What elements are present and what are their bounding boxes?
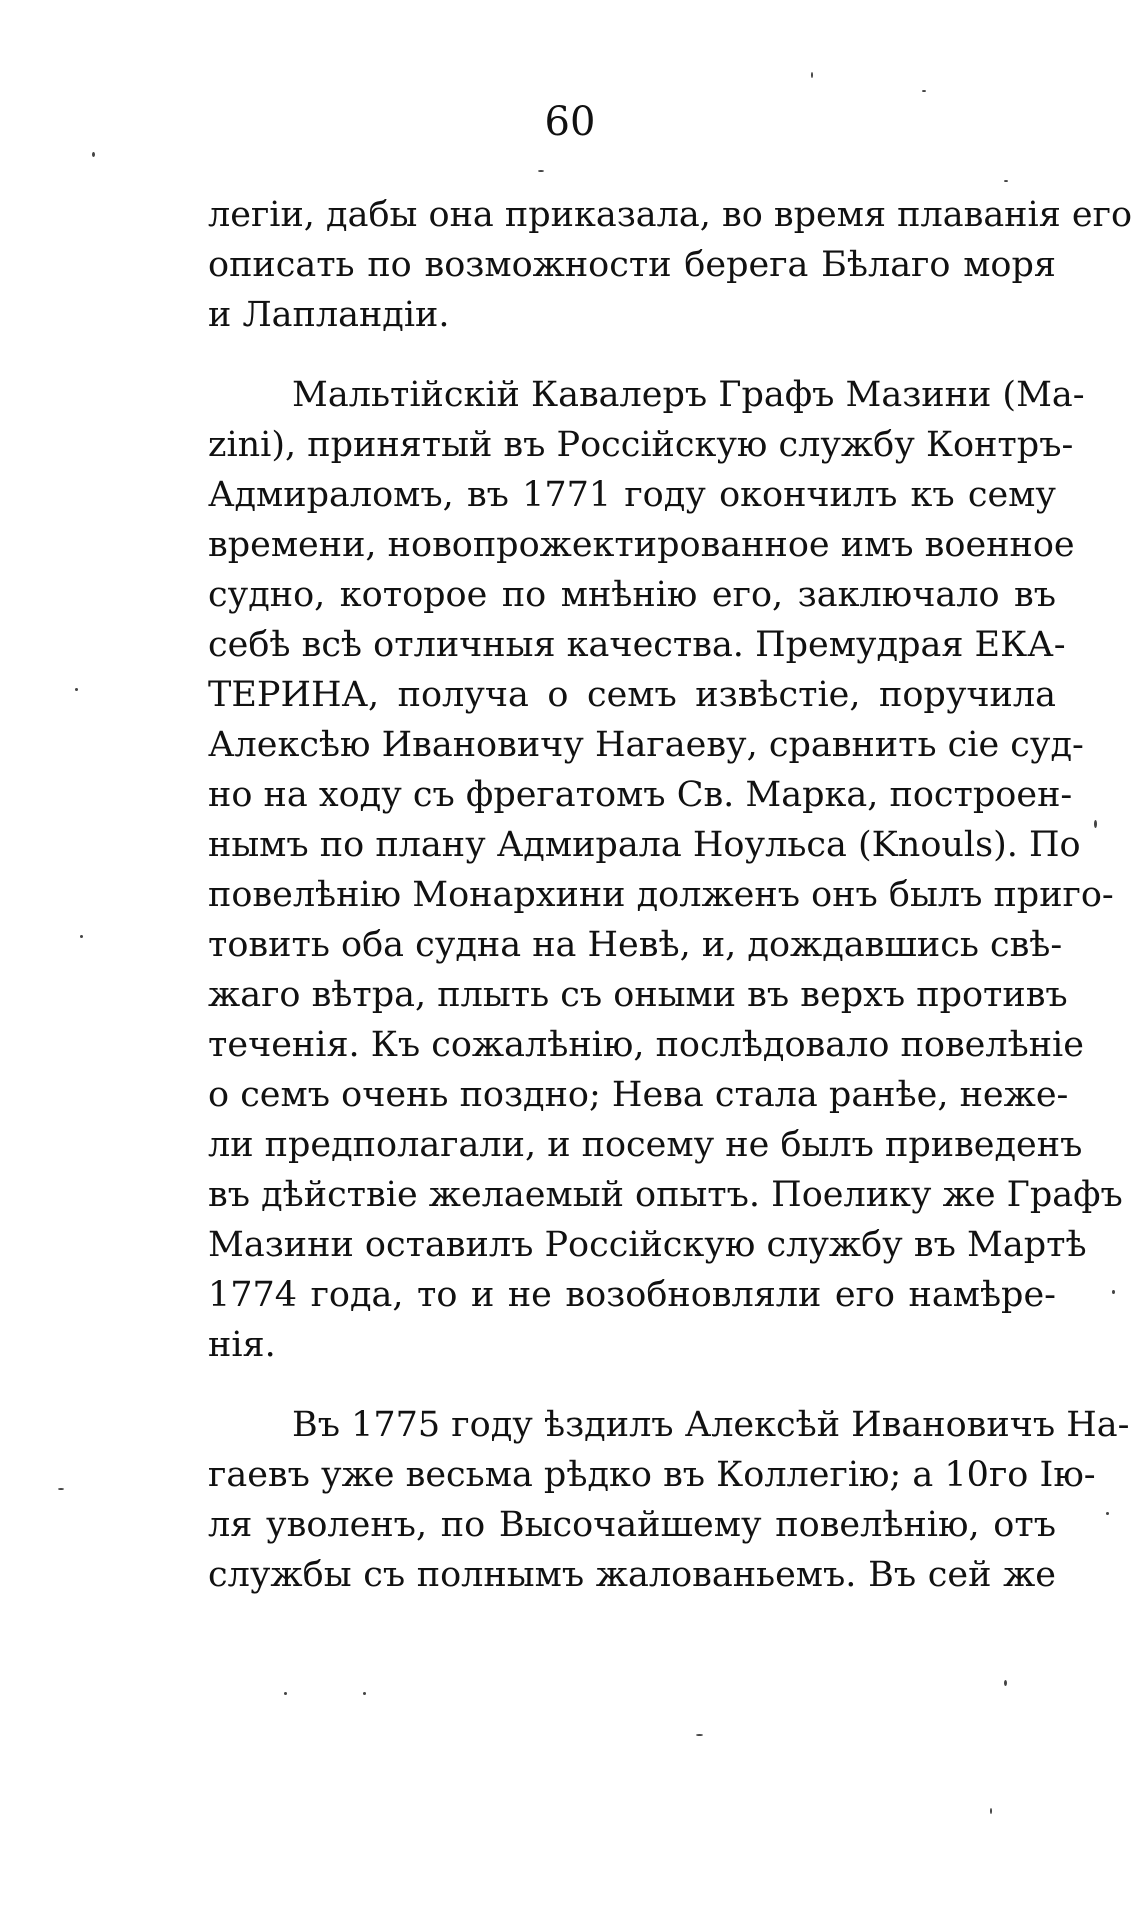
text-line: Въ 1775 году ѣздилъ Алексѣй Ивановичъ На-: [292, 1405, 1130, 1445]
text-line: нымъ по плану Адмирала Ноульса (Knouls). По: [208, 825, 1081, 865]
scan-speck: [1106, 1512, 1109, 1515]
paragraph-1: [208, 190, 1133, 340]
text-line: нія.: [208, 1325, 276, 1365]
text-line: Мазини оставилъ Россійскую службу въ Мартѣ: [208, 1225, 1087, 1265]
text-line: службы съ полнымъ жалованьемъ. Въ сей же: [208, 1555, 1056, 1595]
scan-speck: [58, 1488, 64, 1490]
scan-speck: [990, 1808, 992, 1814]
text-line: Алексѣю Ивановичу Нагаеву, сравнить сіе суд-: [208, 725, 1084, 765]
text-line: о семъ очень поздно; Нева стала ранѣе, нeже-: [208, 1075, 1069, 1115]
scan-speck: [696, 1734, 703, 1736]
text-line: повелѣнію Монархини долженъ онъ былъ приго-: [208, 875, 1114, 915]
text-line: въ дѣйствіе желаемый опытъ. Поелику же Графъ: [208, 1175, 1123, 1215]
page-number: 60: [544, 99, 596, 145]
text-line: и Лапландіи.: [208, 295, 450, 335]
scan-speck: [1094, 820, 1097, 828]
paragraph-3: [208, 1400, 1130, 1600]
scan-speck: [811, 72, 813, 78]
scan-speck: [922, 90, 926, 92]
text-line: ли предполагали, и посему не былъ приведенъ: [208, 1125, 1083, 1165]
text-line: товить оба судна на Невѣ, и, дождавшись свѣ-: [208, 925, 1063, 965]
text-line: 1774 года, то и не возобновляли его намѣре-: [208, 1275, 1056, 1315]
text-line: жаго вѣтра, плыть съ оными въ верхъ противъ: [208, 975, 1068, 1015]
scan-speck: [80, 935, 83, 938]
text-line: Адмираломъ, въ 1771 году окончилъ къ сему: [208, 475, 1056, 515]
scan-speck: [1004, 180, 1008, 182]
scan-speck: [363, 1692, 366, 1695]
text-line: zini), принятый въ Россійскую службу Контръ-: [208, 425, 1074, 465]
text-line: судно, которое по мнѣнію его, заключало въ: [208, 575, 1056, 615]
text-line: себѣ всѣ отличныя качества. Премудрая ЕКА-: [208, 625, 1066, 665]
text-line: легіи, дабы она приказала, во время плаванія его: [208, 195, 1133, 235]
text-line: Мальтійскій Кавалеръ Графъ Мазини (Ma-: [292, 375, 1085, 415]
text-line: теченія. Къ сожалѣнію, послѣдовало повелѣніе: [208, 1025, 1084, 1065]
body-text: [208, 190, 1133, 1600]
text-line: описать по возможности берега Бѣлаго моря: [208, 245, 1056, 285]
text-line: времени, новопрожектированное имъ военное: [208, 525, 1075, 565]
text-line: ля уволенъ, по Высочайшему повелѣнію, отъ: [208, 1505, 1056, 1545]
scan-speck: [75, 688, 78, 691]
text-line: ТЕРИНА, получа о семъ извѣстіе, поручила: [208, 675, 1056, 715]
scan-speck: [1112, 1290, 1115, 1294]
text-line: но на ходу съ фрегатомъ Св. Марка, построен-: [208, 775, 1073, 815]
text-line: гаевъ уже весьма рѣдко въ Коллегію; а 10го Ію-: [208, 1455, 1096, 1495]
paragraph-2: [208, 370, 1123, 1370]
scan-speck: [1004, 1680, 1007, 1686]
scan-speck: [284, 1692, 287, 1695]
scan-speck: [538, 170, 544, 172]
scan-speck: [92, 152, 95, 157]
